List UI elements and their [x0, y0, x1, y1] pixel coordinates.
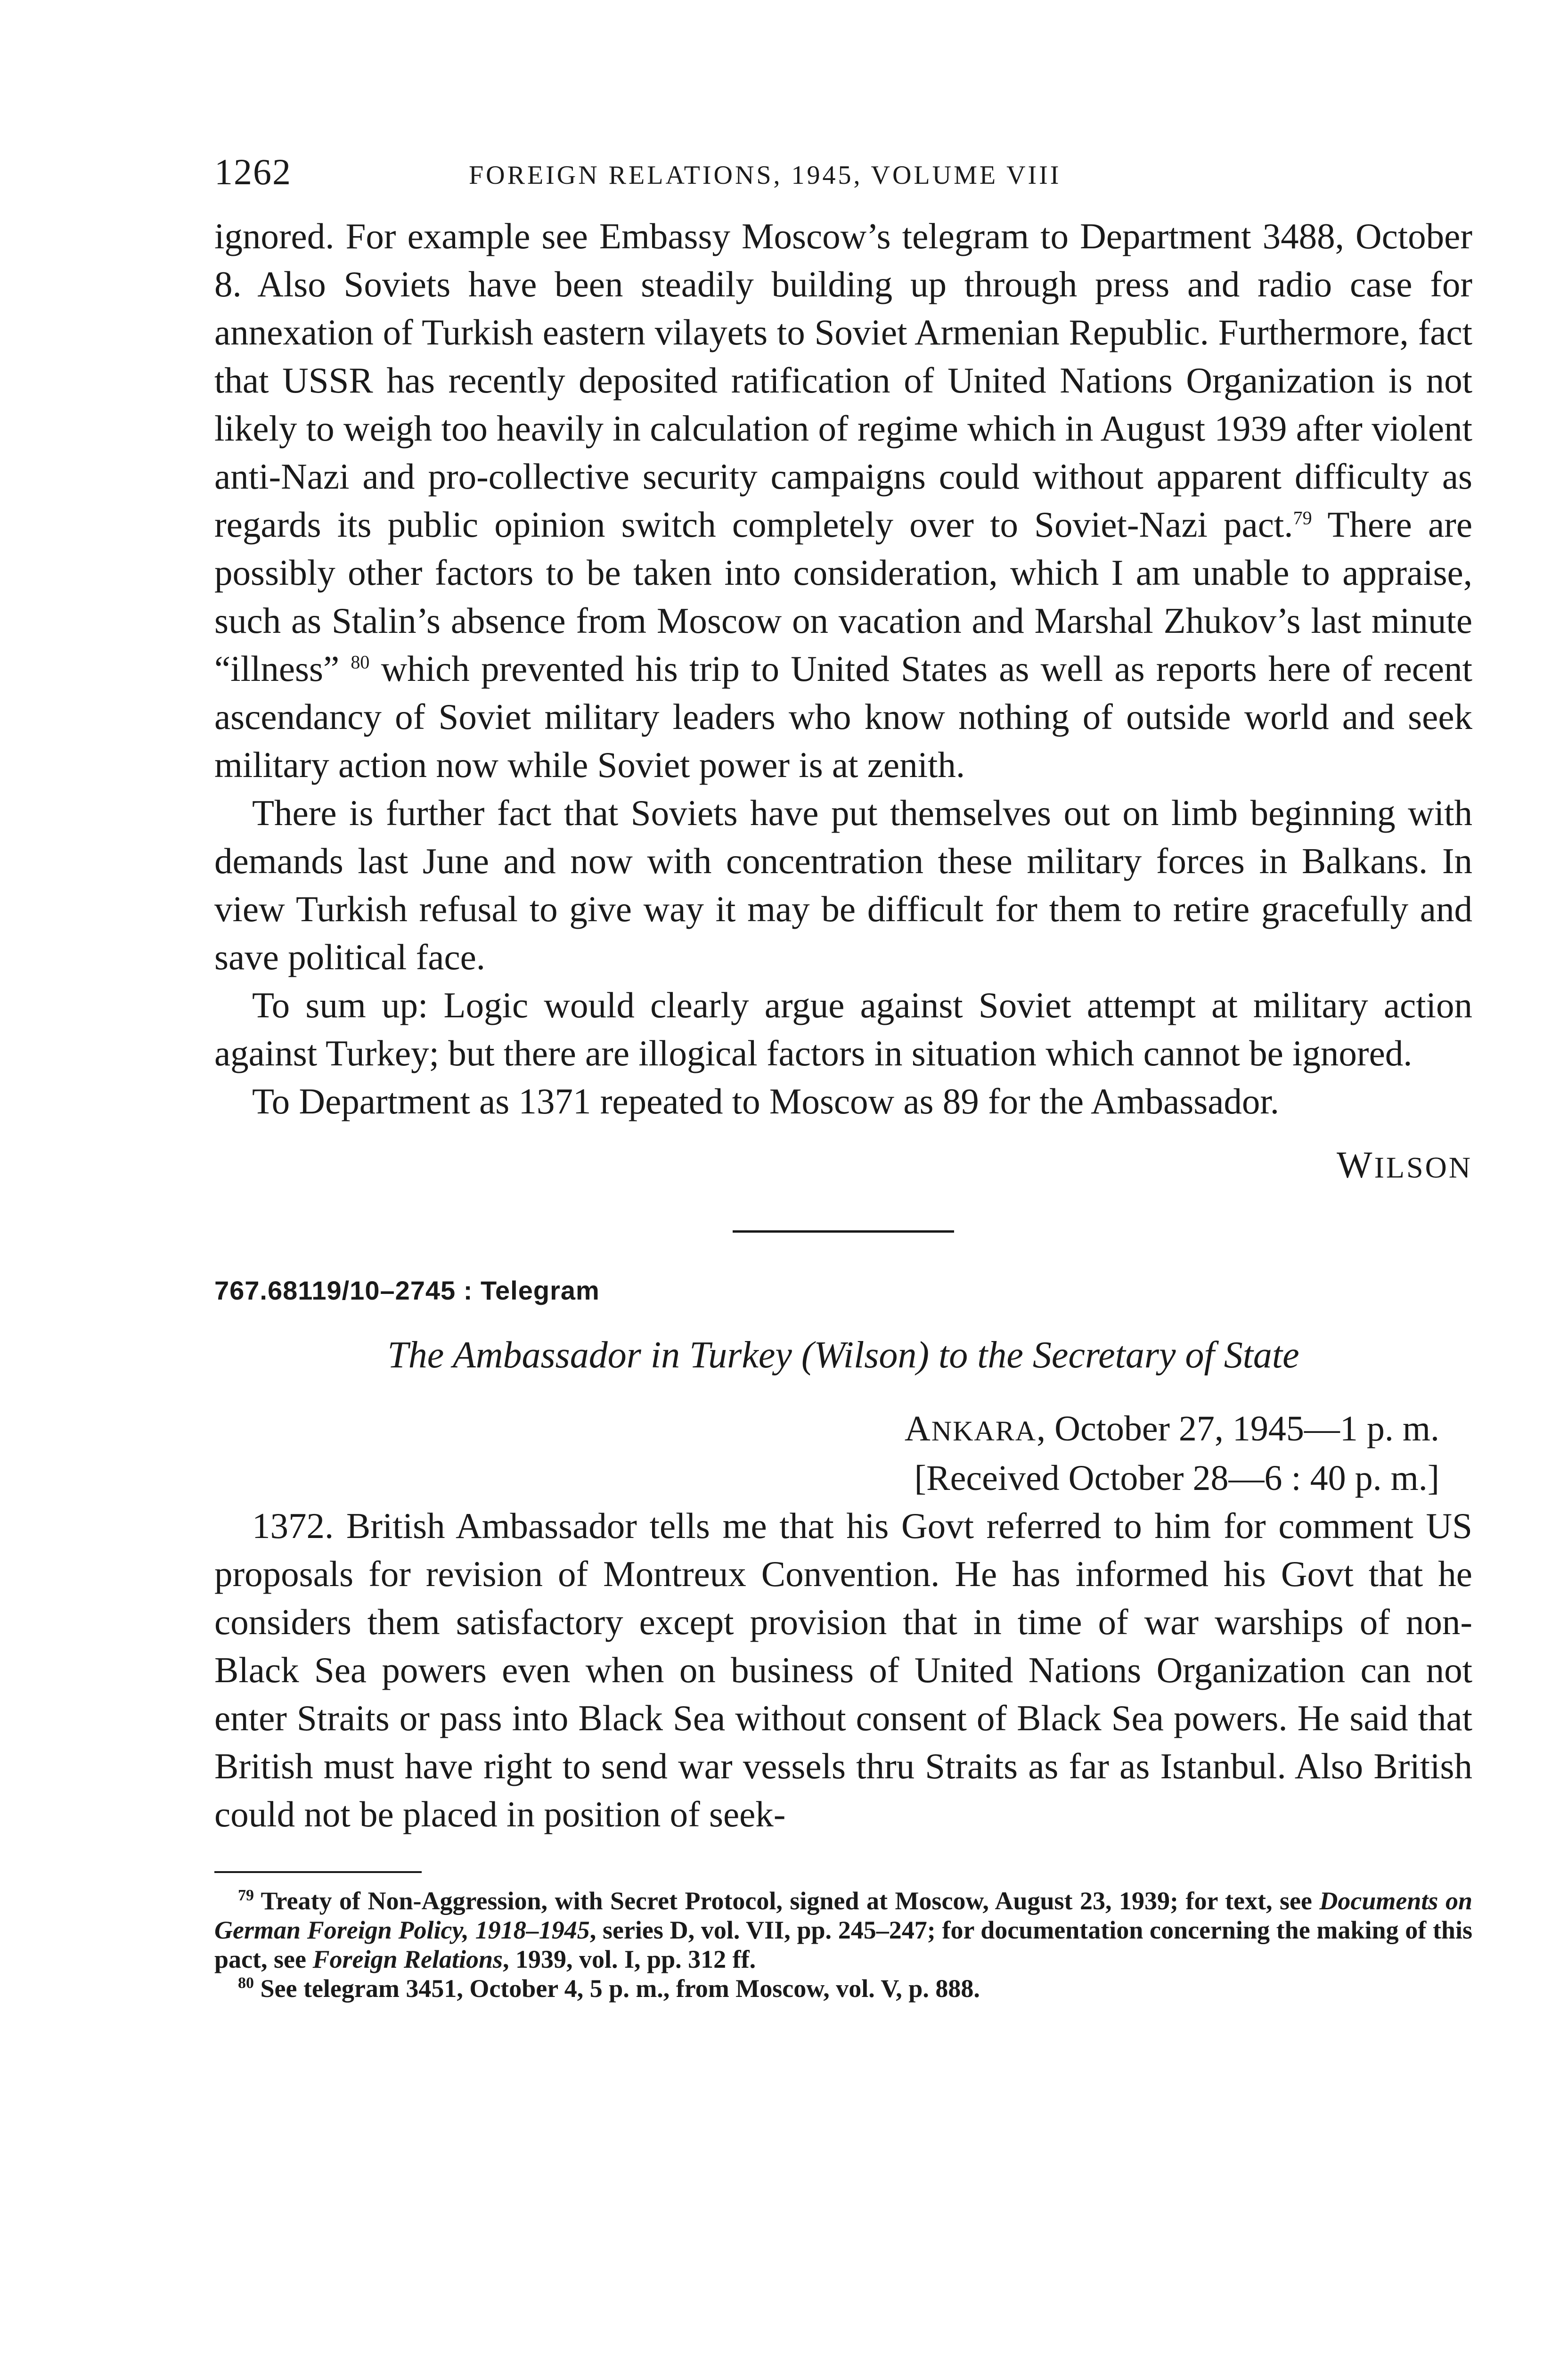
footnote-80 — [214, 1974, 1472, 2003]
signature-initial: W — [1337, 1145, 1374, 1186]
telegram-body: 1372. British Ambassador tells me that his Govt referred to him for comment US proposals for revision of Montreux Convention. He has informed his Govt that he considers them satisfactory except provision that in time of war warships of non-Black Sea powers even when on business of United Nations Organization can not enter Straits or pass into Black Sea without consent of Black Sea powers. He said that British must have right to send war vessels thru Straits as far as Istanbul. Also British could not be placed in position of seek- — [214, 1505, 1472, 1834]
footnote-text: , series D, vol. VII, pp. 245–247; for documentation concerning the making of this pact, see — [214, 1916, 1472, 1973]
paragraph-text: ignored. For example see Embassy Moscow’s telegram to Department 3488, October 8. Also Soviets have been steadily building up through press and radio case for annexation of Turkish eastern vilayets to Soviet Armenian Republic. Furthermore, fact that USSR has recently deposited ratification of United Nations Organization is not likely to weigh too heavily in calculation of regime which in August 1939 after violent anti-Nazi and pro-collective security campaigns could without apparent difficulty as regards its public opinion switch completely over to Soviet-Nazi pact. — [214, 216, 1472, 545]
file-id: 767.68119/10–2745 : Telegram — [214, 1276, 600, 1305]
page-number: 1262 — [214, 151, 292, 192]
signature — [214, 1144, 1472, 1187]
place-rest: NKARA — [931, 1415, 1037, 1447]
paragraph-continuation — [214, 212, 1472, 789]
dateline — [214, 1405, 1472, 1502]
paragraph-text: which prevented his trip to United States as well as reports here of recent ascendancy of Soviet military leaders who know nothing of outside world and seek military action now while Soviet power is at zenith. — [214, 648, 1473, 785]
footnote-marker: 79 — [238, 1887, 254, 1904]
dateline-place-date — [214, 1405, 1439, 1455]
signature-rest: ILSON — [1374, 1151, 1472, 1184]
received-line: [Received October 28—6 : 40 p. m.] — [914, 1458, 1439, 1498]
footnote-ref-79[interactable]: 79 — [1293, 507, 1312, 529]
paragraph-2: There is further fact that Soviets have put themselves out on limb beginning with demands last June and now with concentration these military forces in Balkans. In view Turkish refusal to give way it may be difficult for them to retire gracefully and save political face. — [214, 793, 1472, 977]
paragraph-3: To sum up: Logic would clearly argue against Soviet attempt at military action against Turkey; but there are illogical factors in situation which cannot be ignored. — [214, 985, 1472, 1073]
running-head — [214, 141, 1472, 193]
footnote-italic: Documents on German Foreign Policy, 1918–1945 — [214, 1887, 1472, 1944]
footnote-text: Treaty of Non-Aggression, with Secret Protocol, signed at Moscow, August 23, 1939; for text, see — [254, 1887, 1320, 1915]
footnote-79 — [214, 1886, 1472, 1974]
paragraph-text: There are possibly other factors to be taken into consideration, which I am unable to appraise, such as Stalin’s absence from Moscow on vacation and Marshal Zhukov’s last minute “illness” — [214, 504, 1472, 689]
footnote-ref-80[interactable]: 80 — [351, 651, 370, 673]
footnote-marker: 80 — [238, 1974, 254, 1992]
footnote-text: See telegram 3451, October 4, 5 p. m., from Moscow, vol. V, p. 888. — [254, 1974, 980, 2003]
footnotes — [214, 1886, 1472, 2003]
place-initial: A — [904, 1409, 931, 1448]
footnote-italic: Foreign Relations — [312, 1945, 503, 1973]
section-divider — [733, 1230, 954, 1233]
running-title: FOREIGN RELATIONS, 1945, VOLUME VIII — [469, 161, 1062, 190]
date: , October 27, 1945—1 p. m. — [1037, 1409, 1439, 1448]
paragraph-4: To Department as 1371 repeated to Moscow as 89 for the Ambassador. — [252, 1081, 1280, 1121]
document-title: The Ambassador in Turkey (Wilson) to the Secretary of State — [387, 1334, 1299, 1376]
document-page — [214, 141, 1472, 2003]
footnote-text: , 1939, vol. I, pp. 312 ff. — [503, 1945, 756, 1973]
footnote-divider — [214, 1871, 422, 1873]
